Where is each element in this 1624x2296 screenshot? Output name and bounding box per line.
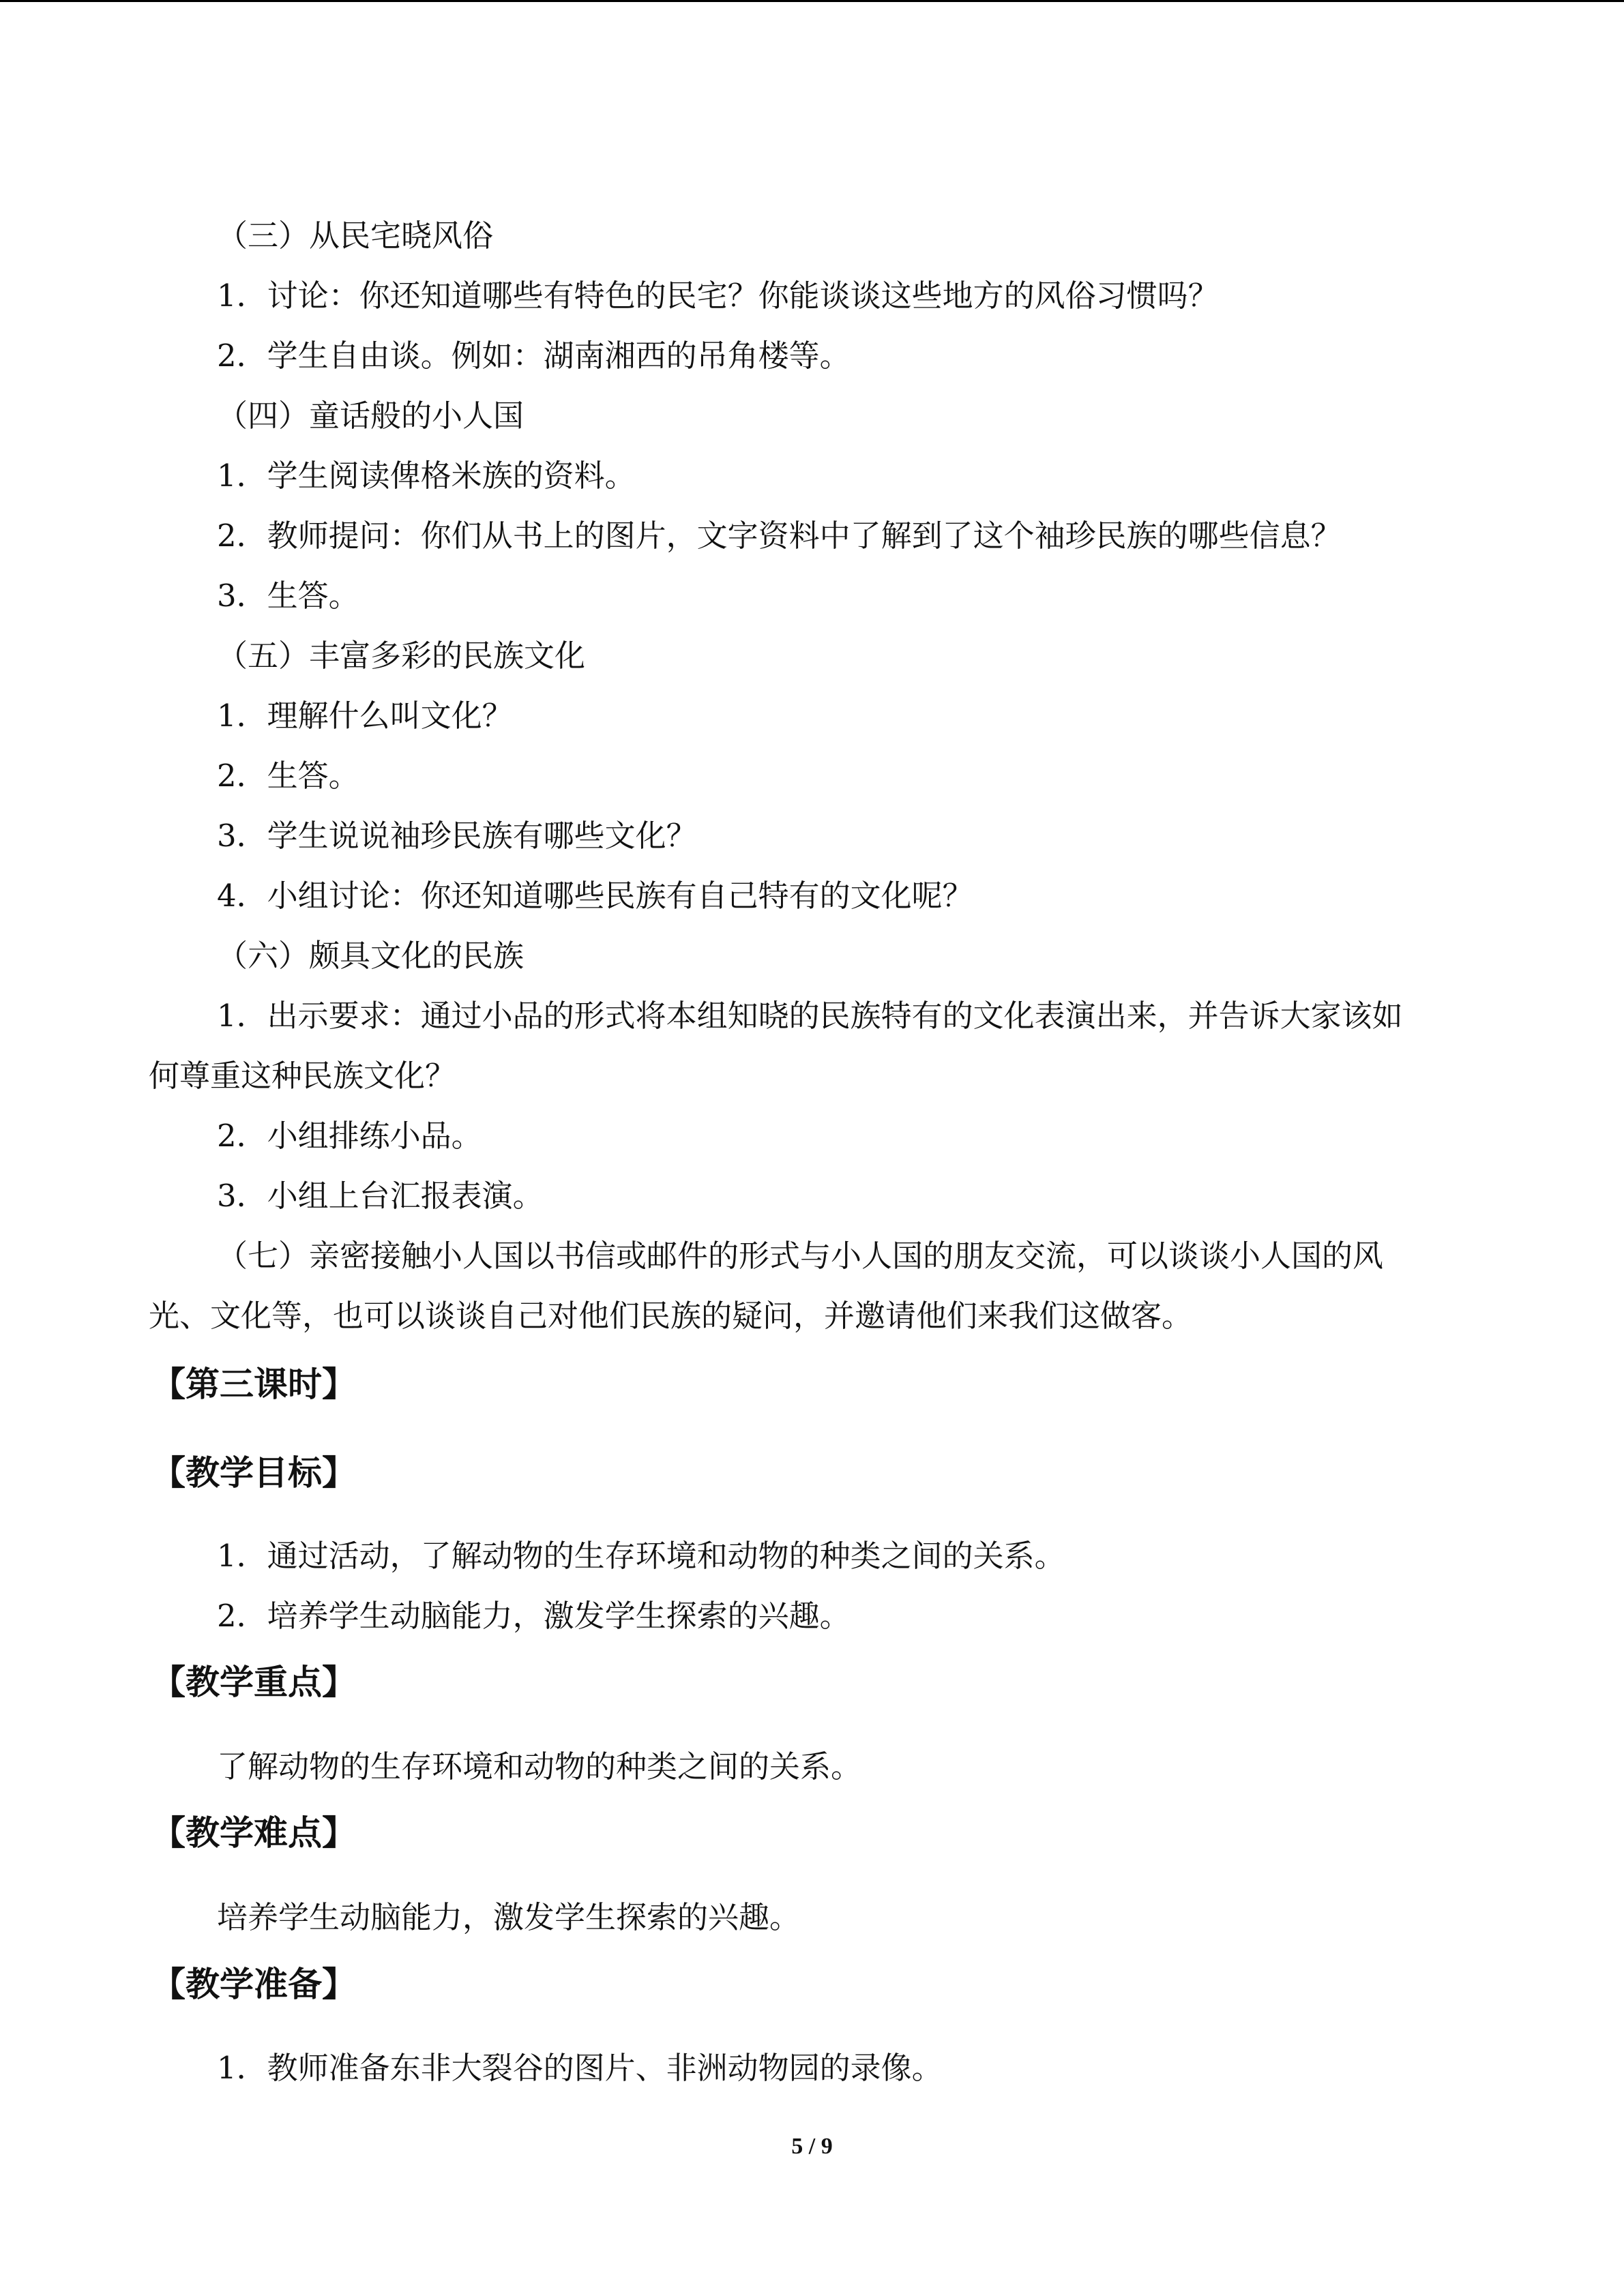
body-line: 2．教师提问：你们从书上的图片，文字资料中了解到了这个袖珍民族的哪些信息？: [217, 518, 1342, 554]
section-heading: 【教学准备】: [151, 1965, 356, 2004]
section-heading: 【教学难点】: [151, 1813, 356, 1853]
subsection-heading: （四）童话般的小人国: [217, 398, 525, 434]
body-line: 2．小组排练小品。: [217, 1118, 482, 1154]
body-line: 2．培养学生动脑能力，激发学生探索的兴趣。: [217, 1598, 851, 1634]
body-line: 2．学生自由谈。例如：湖南湘西的吊角楼等。: [217, 338, 851, 374]
body-line: 1．通过活动，了解动物的生存环境和动物的种类之间的关系。: [217, 1538, 1065, 1574]
body-line: 培养学生动脑能力，激发学生探索的兴趣。: [217, 1899, 801, 1935]
section-heading: 【教学重点】: [151, 1663, 356, 1702]
body-line: 4．小组讨论：你还知道哪些民族有自己特有的文化呢？: [217, 878, 973, 914]
body-line: 1．讨论：你还知道哪些有特色的民宅？你能谈谈这些地方的风俗习惯吗？: [217, 278, 1219, 314]
body-line: 3．生答。: [217, 578, 359, 614]
body-line: 2．生答。: [217, 758, 359, 794]
page-top-rule: [0, 0, 1624, 2]
body-line: 1．理解什么叫文化？: [217, 698, 513, 734]
page-number: 5 / 9: [791, 2134, 833, 2159]
subsection-heading: （五）丰富多彩的民族文化: [217, 638, 586, 674]
section-heading: 【第三课时】: [151, 1365, 356, 1404]
section-heading: 【教学目标】: [151, 1453, 356, 1493]
body-line: 1．出示要求：通过小品的形式将本组知晓的民族特有的文化表演出来，并告诉大家该如: [217, 998, 1403, 1034]
subsection-heading: （六）颇具文化的民族: [217, 938, 525, 974]
body-line: 3．学生说说袖珍民族有哪些文化？: [217, 818, 697, 854]
body-line: 光、文化等，也可以谈谈自己对他们民族的疑问，并邀请他们来我们这做客。: [149, 1298, 1193, 1334]
subsection-heading: （三）从民宅晓风俗: [217, 218, 494, 254]
body-line: 1．学生阅读俾格米族的资料。: [217, 458, 636, 494]
body-line: 何尊重这种民族文化？: [149, 1058, 456, 1094]
subsection-heading: （七）亲密接触小人国以书信或邮件的形式与小人国的朋友交流，可以谈谈小人国的风: [217, 1238, 1384, 1274]
body-line: 1．教师准备东非大裂谷的图片、非洲动物园的录像。: [217, 2050, 943, 2086]
body-line: 3．小组上台汇报表演。: [217, 1178, 544, 1214]
body-line: 了解动物的生存环境和动物的种类之间的关系。: [217, 1748, 862, 1785]
